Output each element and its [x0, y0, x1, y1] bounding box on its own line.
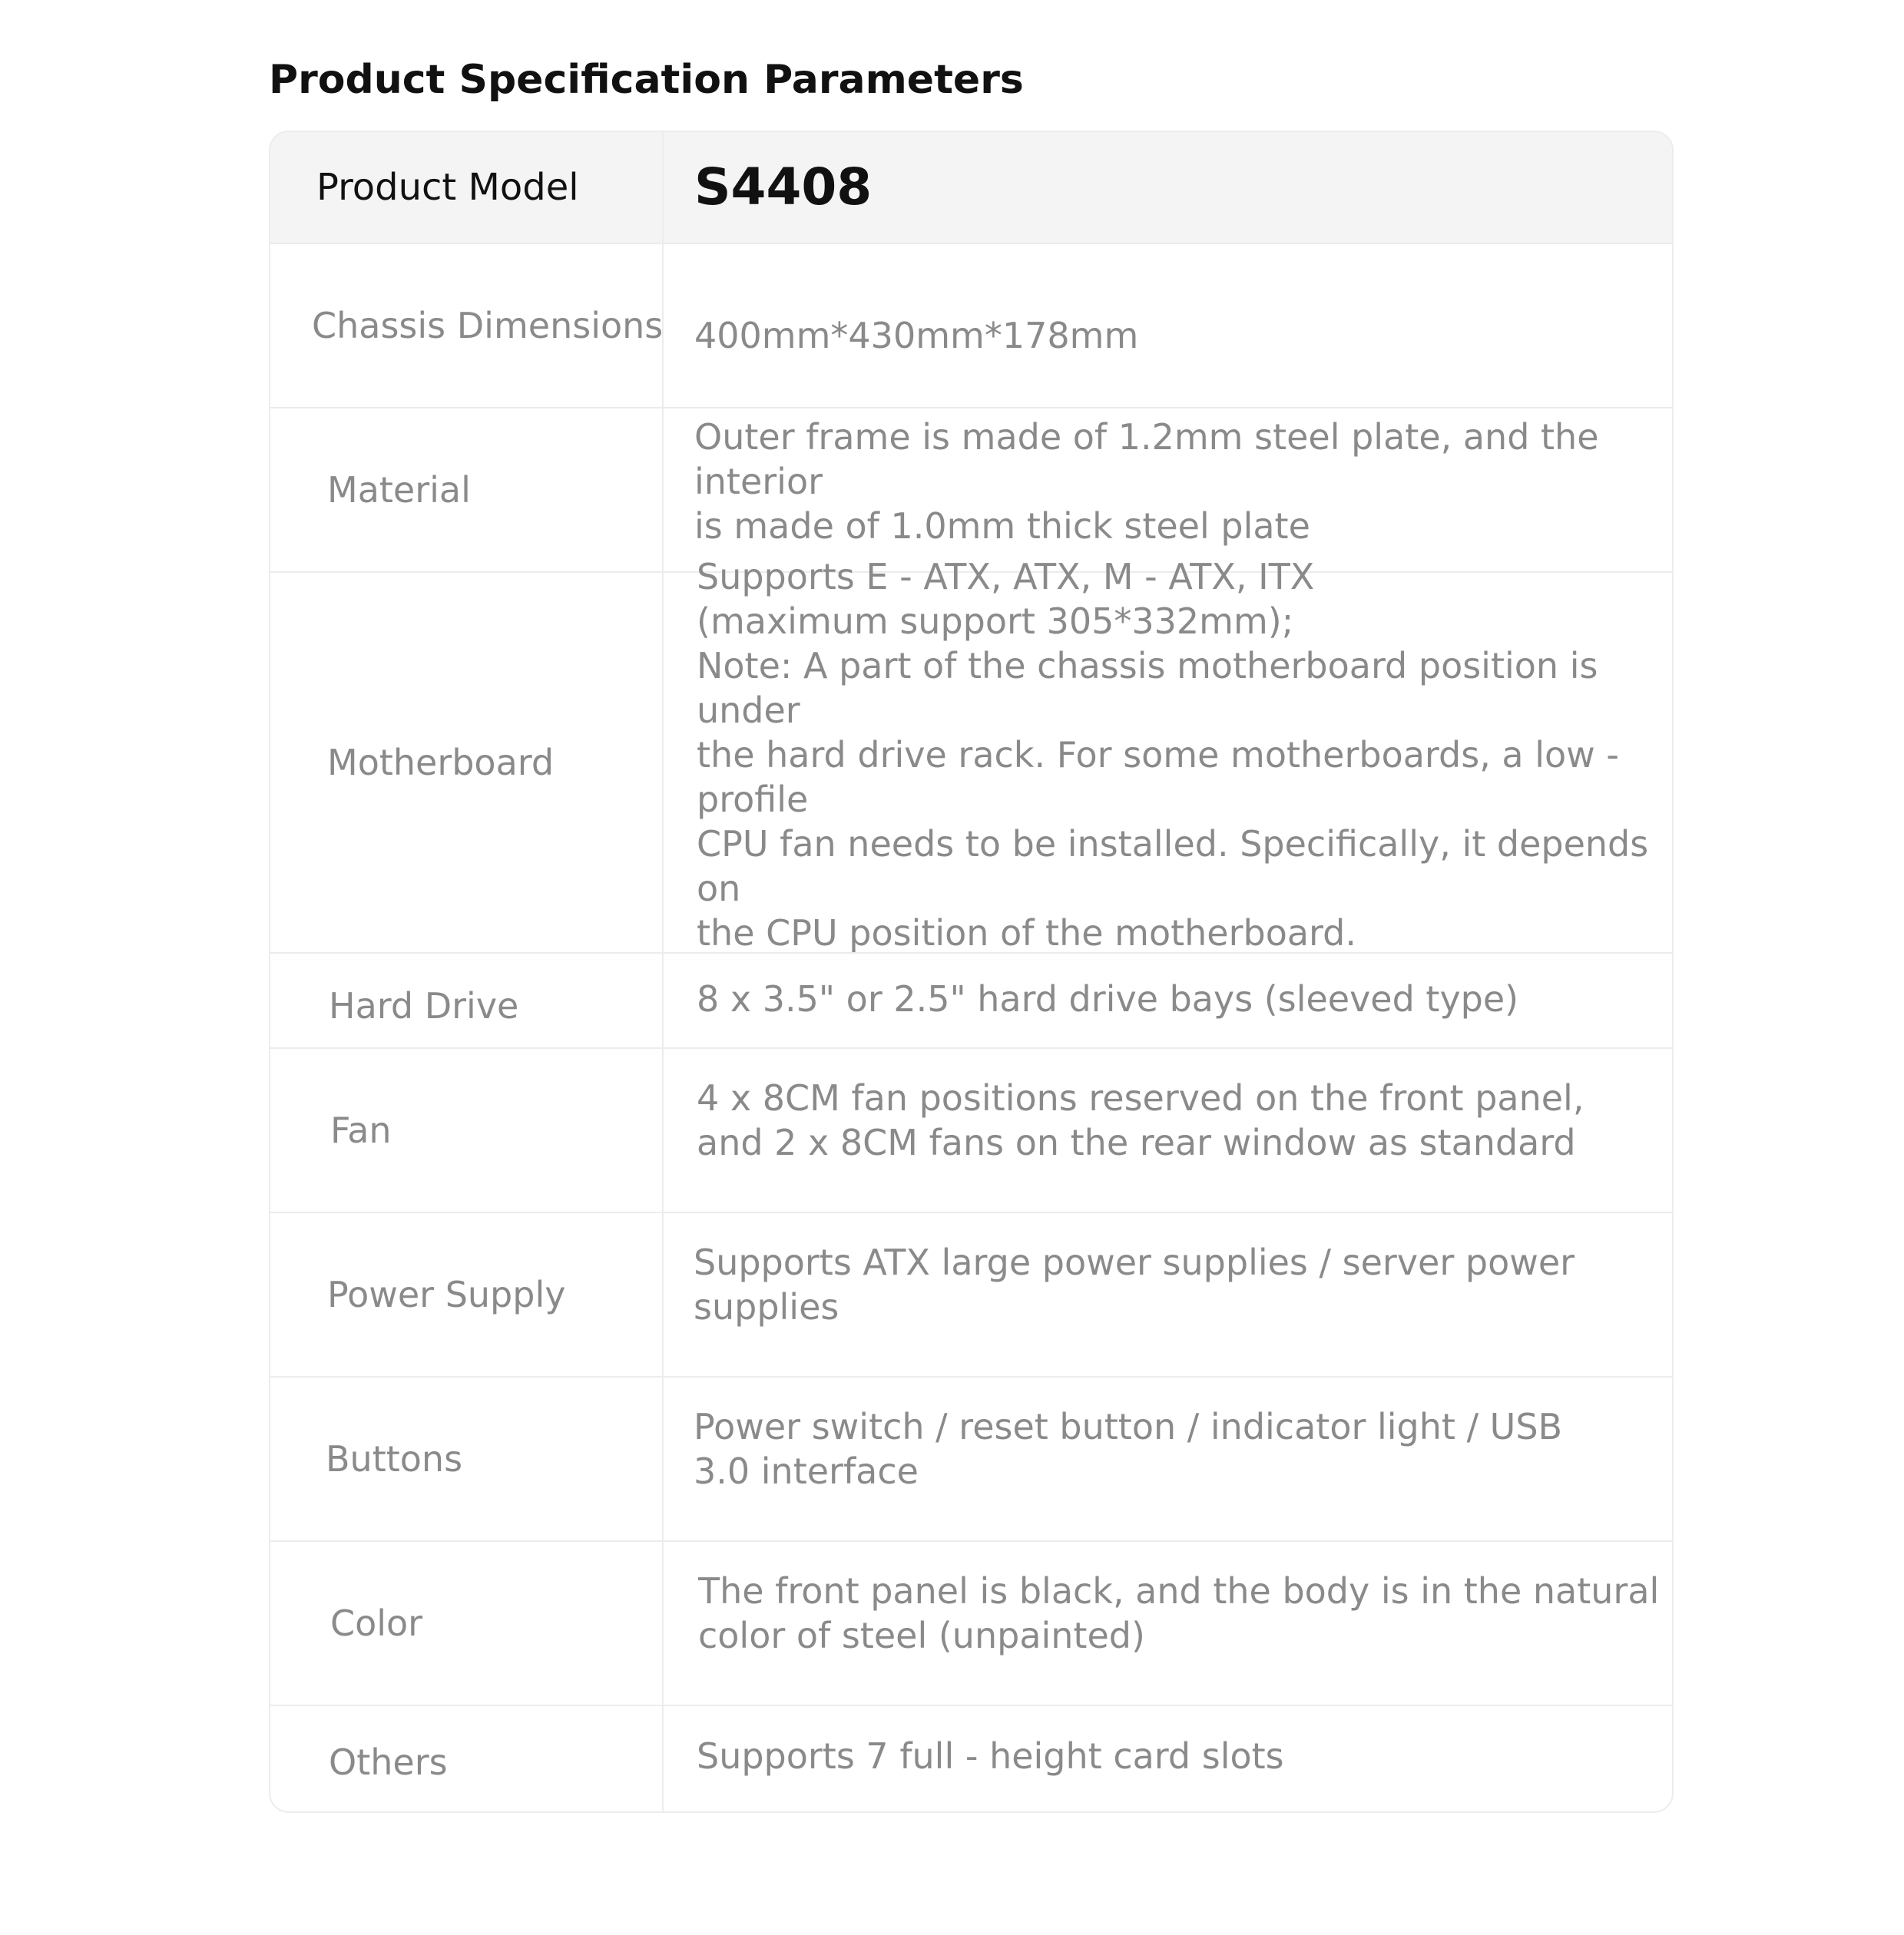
table-row-buttons: [270, 1376, 1672, 1540]
row-label: Hard Drive: [329, 985, 519, 1027]
table-row-motherboard: [270, 556, 1672, 954]
row-value: The front panel is black, and the body is in the natural color of steel (unpainted): [698, 1570, 1660, 1657]
column-divider: [662, 132, 664, 243]
table-row-others: [270, 1705, 1672, 1813]
row-value: Supports 7 full - height card slots: [697, 1735, 1284, 1777]
column-divider: [662, 1213, 664, 1376]
column-divider: [662, 1049, 664, 1212]
column-divider: [662, 954, 664, 1047]
row-label: Power Supply: [327, 1274, 566, 1315]
row-label: Chassis Dimensions: [312, 305, 664, 346]
row-value: S4408: [694, 157, 873, 217]
table-row-material: [270, 407, 1672, 571]
table-row-product-model: [270, 132, 1672, 243]
row-label: Buttons: [326, 1438, 463, 1480]
row-label: Motherboard: [327, 742, 555, 783]
row-label: Color: [330, 1603, 423, 1644]
table-row-color: [270, 1540, 1672, 1705]
page-title: Product Specification Parameters: [269, 57, 1024, 103]
row-value: Supports E - ATX, ATX, M - ATX, ITX (maximum support 305*332mm); Note: A part of the chassis motherboard position is under the hard drive rack. For some motherboards, a low - profile CPU fan needs to be installed. Specifically, it depends on the CPU position of the motherboard.: [697, 556, 1649, 954]
row-label: Fan: [330, 1110, 392, 1151]
table-row-chassis-dimensions: [270, 243, 1672, 407]
row-value: Outer frame is made of 1.2mm steel plate, and the interior is made of 1.0mm thick steel plate: [694, 416, 1599, 547]
row-value: 8 x 3.5" or 2.5" hard drive bays (sleeved type): [697, 977, 1519, 1020]
row-value: Power switch / reset button / indicator light / USB 3.0 interface: [694, 1406, 1563, 1493]
row-label: Material: [327, 469, 471, 511]
column-divider: [662, 408, 664, 571]
column-divider: [662, 1378, 664, 1540]
column-divider: [662, 1706, 664, 1813]
column-divider: [662, 1542, 664, 1705]
row-label: Others: [329, 1742, 448, 1784]
row-value: Supports ATX large power supplies / server power supplies: [694, 1242, 1575, 1328]
table-row-power-supply: [270, 1212, 1672, 1376]
row-value: 4 x 8CM fan positions reserved on the front panel, and 2 x 8CM fans on the rear window as standard: [697, 1077, 1584, 1164]
column-divider: [662, 573, 664, 952]
spec-table: [269, 131, 1674, 1813]
table-row-fan: [270, 1047, 1672, 1212]
row-value: 400mm*430mm*178mm: [694, 314, 1139, 356]
row-label: Product Model: [316, 166, 579, 209]
table-row-hard-drive: [270, 952, 1672, 1047]
